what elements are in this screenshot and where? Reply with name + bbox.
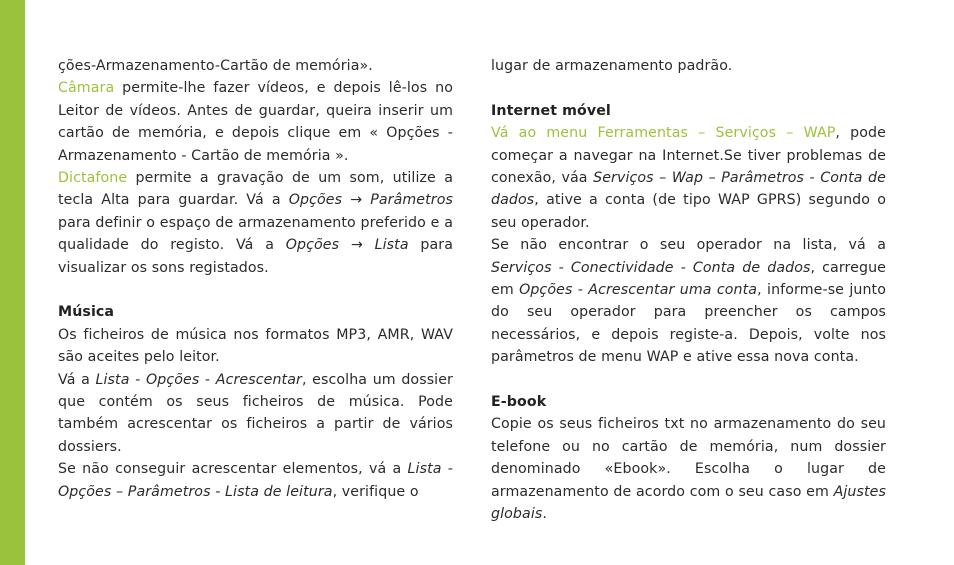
dictaphone-text-3: para visualizar os sons registados. xyxy=(58,237,454,276)
continuation-paragraph: ções-Armazenamento-Cartão de memória». xyxy=(58,58,373,74)
music-text-3b: , verifique o xyxy=(332,483,419,500)
dictaphone-text-1: permite a gravação de um som, utilize a tecla Alta para guardar. Vá a xyxy=(58,170,453,209)
dictaphone-label: Dictafone xyxy=(58,170,128,187)
camera-text: permite-lhe fazer vídeos, e depois lê-los no Leitor de vídeos. Antes de guardar, queira inserir um cartão de memória, e depois clique em « Opções - Armazenamento - Cartão de memória ». xyxy=(58,80,453,164)
music-path-2: Lista - Opções - Acrescentar xyxy=(95,371,302,388)
camera-paragraph xyxy=(58,77,453,167)
internet-text-2b: , carregue em xyxy=(491,259,887,299)
internet-text-2: , ative a conta (de tipo WAP GPRS) segundo o seu operador. xyxy=(491,192,886,231)
dictaphone-text-2: para definir o espaço de armazenamento preferido e a qualidade do registo. Vá a xyxy=(58,214,453,254)
music-text-3a: Se não conseguir acrescentar elementos, vá a xyxy=(58,461,408,478)
left-column xyxy=(58,55,453,503)
ebook-text-2: . xyxy=(542,506,547,523)
internet-text-1: , pode começar a navegar na Internet.Se tiver problemas de conexão, váa xyxy=(491,125,886,187)
ebook-text-1: Copie os seus ficheiros txt no armazenamento do seu telefone ou no cartão de memória, num dossier denominado «Ebook». Escolha o lugar de armazenamento de acordo com o seu caso em xyxy=(491,416,886,500)
music-text-2a: Vá a xyxy=(58,371,96,388)
internet-menu-path: Vá ao menu Ferramentas – Serviços – WAP xyxy=(491,125,836,142)
internet-text-2a: Se não encontrar o seu operador na lista, vá a xyxy=(491,237,886,254)
internet-path-3: Opções - Acrescentar uma conta xyxy=(519,282,758,299)
music-text-2b: , escolha um dossier que contém os seus ficheiros de música. Pode também acrescentar os ficheiros a partir de vários dossiers. xyxy=(58,371,453,455)
ebook-path: Ajustes globais xyxy=(491,483,886,523)
ebook-paragraph xyxy=(491,413,886,525)
internet-paragraph-1 xyxy=(491,122,886,234)
internet-paragraph-2 xyxy=(491,234,886,368)
continuation-paragraph-right: lugar de armazenamento padrão. xyxy=(491,58,733,74)
ebook-heading: E-book xyxy=(491,394,547,411)
internet-path-1: Serviços – Wap – Parâmetros - Conta de dados xyxy=(491,170,886,209)
internet-heading: Internet móvel xyxy=(491,102,611,119)
right-column xyxy=(491,55,886,526)
music-heading: Música xyxy=(58,304,115,321)
internet-text-2c: , informe-se junto do seu operador para preencher os campos necessários, e depois registe-a. Depois, volte nos parâmetros de menu WAP e ative essa nova conta. xyxy=(491,282,886,366)
music-path-3: Lista - Opções – Parâmetros - Lista de leitura xyxy=(58,461,453,500)
music-paragraph-2 xyxy=(58,369,453,459)
green-side-bar xyxy=(0,0,25,565)
music-paragraph-3 xyxy=(58,458,453,503)
music-paragraph-1: Os ficheiros de música nos formatos MP3, AMR, WAV são aceites pelo leitor. xyxy=(58,326,453,366)
internet-path-2: Serviços - Conectividade - Conta de dados xyxy=(491,259,811,276)
dictaphone-path-2: Opções → Lista xyxy=(285,237,409,254)
dictaphone-paragraph xyxy=(58,167,453,279)
camera-label: Câmara xyxy=(58,80,115,97)
dictaphone-path-1: Opções → Parâmetros xyxy=(288,192,454,209)
